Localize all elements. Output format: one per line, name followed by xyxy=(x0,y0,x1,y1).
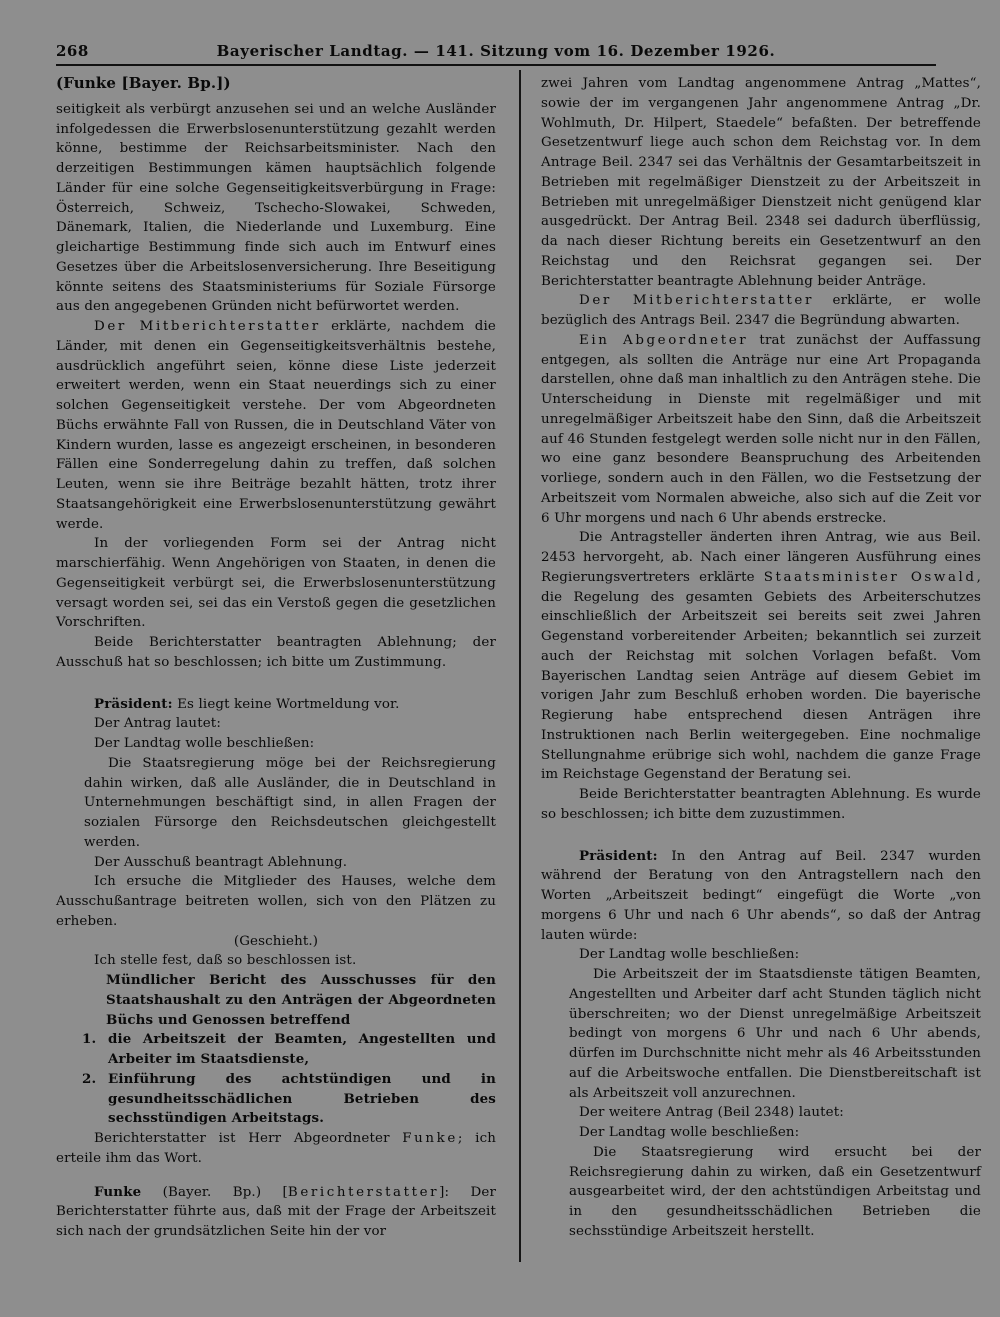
paragraph: In der vorliegenden Form sei der Antrag nicht marschierfähig. Wenn Angehörigen von Staaten, in denen die Gegenseitigkeit verbürgt sei, die Erwerbslosenunterstützung versagt worden sei, sei das ein Verstoß gegen die gesetzlichen Vorschriften. xyxy=(56,536,496,631)
paragraph: seitigkeit als verbürgt anzusehen sei und an welche Ausländer infolgedessen die Erwerbslosenunterstützung gezahlt werden könne, bestimme der Reichsarbeitsminister. Nach den derzeitigen Bestimmungen kämen hauptsächlich folgende Länder für eine solche Gegenseitigkeitsverbürgung in Frage: Österreich, Schweiz, Tschecho-Slowakei, Schweden, Dänemark, Italien, die Niederlande und Luxemburg. Eine gleichartige Bestimmung finde sich auch im Entwurf eines Gesetzes über die Arbeitslosenversicherung. Ihre Beseitigung könnte seitens des Staatsministeriums für Soziale Fürsorge aus den angegebenen Gründen nicht befürwortet werden. xyxy=(56,101,496,315)
paragraph xyxy=(541,331,981,529)
motion-quote xyxy=(56,754,496,853)
line: Der Landtag wolle beschließen: xyxy=(579,1125,800,1140)
paragraph: Beide Berichterstatter beantragten Ablehnung. Es wurde so beschlossen; ich bitte dem zuzustimmen. xyxy=(541,787,981,822)
line: Ich stelle fest, daß so beschlossen ist. xyxy=(94,953,357,969)
spacer xyxy=(541,825,981,847)
quote-text: Die Staatsregierung wird ersucht bei der Reichsregierung dahin zu wirken, daß ein Gesetzentwurf ausgearbeitet wird, der den achtstündigen Arbeitstag und in den gesundheitsschädlichen Betrieben die sechsstündige Arbeitszeit herstellt. xyxy=(569,1144,981,1239)
running-header xyxy=(56,38,936,66)
speaker-name: Funke xyxy=(94,1183,142,1200)
paragraph xyxy=(541,291,981,331)
paragraph xyxy=(56,317,496,534)
speaker-party: (Bayer. Bp.) [ xyxy=(141,1184,288,1200)
line: Der weitere Antrag (Beil 2348) lautet: xyxy=(579,1105,844,1121)
speaker-heading: (Funke [Bayer. Bp.]) xyxy=(56,74,231,92)
statement-text: Es liegt keine Wortmeldung vor. xyxy=(172,696,400,712)
paragraph-text: erklärte, er wolle bezüglich des Antrags Beil. 2347 die Begründung abwarten. xyxy=(541,293,981,328)
spaced-name: Staatsminister Oswald xyxy=(763,569,977,585)
page-number: 268 xyxy=(56,42,89,60)
speaker-statement xyxy=(56,1183,496,1242)
paragraph: Beide Berichterstatter beantragten Ablehnung; der Ausschuß hat so beschlossen; ich bitte um Zustimmung. xyxy=(56,635,496,670)
statement-text: In den Antrag auf Beil. 2347 wurden während der Beratung von den Antragstellern nach den Worten „Arbeitszeit bedingt“ eingefügt die Worte „von morgens 6 Uhr und nach 6 Uhr abends“, so daß der Antrag lauten würde: xyxy=(541,848,981,943)
item-number: 2. xyxy=(82,1070,97,1087)
paragraph xyxy=(56,1129,496,1169)
spaced-name: Der Mitberichterstatter xyxy=(94,319,321,334)
list-item xyxy=(56,1070,496,1129)
right-column xyxy=(541,74,981,1242)
speaker-role: Berichterstatter xyxy=(287,1184,440,1200)
line: Der Antrag lautet: xyxy=(94,716,221,732)
motion-quote xyxy=(541,965,981,1103)
quote-text: Die Staatsregierung möge bei der Reichsregierung dahin wirken, daß alle Ausländer, die in Deutschland in Unternehmungen beschäftigt sind, in allen Fragen der sozialen Fürsorge den Reichsdeutschen gleichgestellt werden. xyxy=(84,755,496,850)
president-statement xyxy=(541,847,981,946)
paragraph-text: trat zunächst der Auffassung entgegen, als sollten die Anträge nur eine Art Propaganda darstellen, ohne daß man inhaltlich zu den Anträgen stehe. Die Unterscheidung in Dienste mit regelmäßiger und mit unregelmäßiger Arbeitszeit habe den Sinn, daß die Arbeitszeit auf 46 Stunden festgelegt werden solle nicht nur in den Fällen, wo eine ganz besondere Beanspruchung des Arbeitenden vorliege, sondern auch in den Fällen, wo die Festsetzung der Arbeitszeit vom Normalen abweiche, also sich auf die Zeit vor 6 Uhr morgens und nach 6 Uhr abends erstrecke. xyxy=(541,332,981,526)
spacer xyxy=(56,1169,496,1183)
line: Ich ersuche die Mitglieder des Hauses, welche dem Ausschußantrage beitreten wollen, sich von den Plätzen zu erheben. xyxy=(56,874,496,929)
list-item xyxy=(56,1030,496,1070)
paragraph-text: ; ich erteile ihm das Wort. xyxy=(56,1131,496,1166)
paragraph-text: , die Regelung des gesamten Gebiets des Arbeiterschutzes einschließlich der Arbeitszeit sei bereits seit zwei Jahren Gegenstand vorbereitender Arbeiten; bekanntlich sei zurzeit auch der Reichstag mit solchen Vorlagen befaßt. Vom Bayerischen Landtag seien Anträge auf diesem Gebiet im vorigen Jahr zum Beschluß erhoben worden. Die bayerische Regierung habe entsprechend diesen Anträgen ihre Instruktionen nach Berlin weitergegeben. Eine nochmalige Stellungnahme erübrige sich wohl, nachdem die ganze Frage im Reichstage Gegenstand der Beratung sei. xyxy=(541,569,982,783)
statement-text: ]: Der Berichterstatter führte aus, daß mit der Frage der Arbeitszeit sich nach der grundsätzlichen Seite hin der vor xyxy=(56,1184,496,1239)
column-divider xyxy=(519,70,521,1262)
line: Der Landtag wolle beschließen: xyxy=(579,947,800,963)
quote-text: Die Arbeitszeit der im Staatsdienste tätigen Beamten, Angestellten und Arbeiter darf acht Stunden täglich nicht überschreiten; wo der Dienst unregelmäßige Arbeitszeit bedingt von morgens 6 Uhr und nach 6 Uhr abends, dürfen im Durchschnitte nicht mehr als 46 Arbeitsstunden auf die Arbeitswoche entfallen. Die Dienstbereitschaft ist als Arbeitszeit voll anzurechnen. xyxy=(569,967,981,1101)
motion-quote xyxy=(541,1143,981,1242)
spacer xyxy=(56,673,496,695)
item-text: die Arbeitszeit der Beamten, Angestellten und Arbeiter im Staatsdienste, xyxy=(108,1031,496,1067)
running-title: Bayerischer Landtag. — 141. Sitzung vom 16. Dezember 1926. xyxy=(216,42,776,60)
line: Der Landtag wolle beschließen: xyxy=(94,736,315,751)
line: Der Ausschuß beantragt Ablehnung. xyxy=(94,854,348,870)
item-text: Einführung des achtstündigen und in gesundheitsschädlichen Betrieben des sechsstündigen Arbeitstags. xyxy=(108,1070,496,1127)
report-items xyxy=(56,1030,496,1129)
president-statement xyxy=(56,695,496,715)
spaced-name: Ein Abgeordneter xyxy=(579,332,749,348)
paragraph: zwei Jahren vom Landtag angenommene Antrag „Mattes“, sowie der im vergangenen Jahr angenommene Antrag „Dr. Wohlmuth, Dr. Hilpert, Staedele“ befaßten. Der betreffende Gesetzentwurf liege auch schon dem Reichstag vor. In dem Antrage Beil. 2347 sei das Verhältnis der Gesamtarbeitszeit in Betrieben mit regelmäßiger Dienstzeit zu der Arbeitszeit in Betrieben mit unregelmäßiger Dienstzeit nicht genügend klar ausgedrückt. Der Antrag Beil. 2348 sei dadurch überflüssig, da nach dieser Richtung bereits ein Gesetzentwurf an den Reichstag und den Reichsrat gegangen sei. Der Berichterstatter beantragte Ablehnung beider Anträge. xyxy=(541,76,981,289)
report-title: Mündlicher Bericht des Ausschusses für den Staatshaushalt zu den Anträgen der Abgeordneten Büchs und Genossen betreffend xyxy=(106,972,496,1028)
paragraph-text: erklärte, nachdem die Länder, mit denen ein Gegenseitigkeitsverhältnis bestehe, ausdrücklich angeführt seien, könne diese Liste jederzeit erweitert werden, wenn ein Staat neuerdings sich zu einer solchen Gegenseitigkeit verstehe. Der vom Abgeordneten Büchs erwähnte Fall von Russen, die in Deutschland Väter von Kindern wurden, lasse es angezeigt erscheinen, in besonderen Fällen eine Sonderregelung dahin zu treffen, daß solchen Leuten, wenn sie ihre Beiträge bezahlt hätten, trotz ihrer Staatsangehörigkeit eine Erwerbslosenunterstützung gewährt werde. xyxy=(56,319,496,532)
spaced-name: Funke xyxy=(402,1131,458,1146)
paragraph-text: Die Antragsteller änderten ihren Antrag, wie aus Beil. 2453 hervorgeht, ab. Nach einer längeren Ausführung eines Regierungsvertreters erklärte xyxy=(541,530,981,585)
paragraph xyxy=(541,528,981,785)
left-column xyxy=(56,74,496,1242)
speaker-label: Präsident: xyxy=(579,847,658,864)
item-number: 1. xyxy=(82,1031,97,1048)
paragraph-text: Berichterstatter ist Herr Abgeordneter xyxy=(94,1131,403,1146)
spaced-name: Der Mitberichterstatter xyxy=(579,293,814,309)
stage-direction: (Geschieht.) xyxy=(233,933,319,949)
speaker-label: Präsident: xyxy=(94,695,173,712)
